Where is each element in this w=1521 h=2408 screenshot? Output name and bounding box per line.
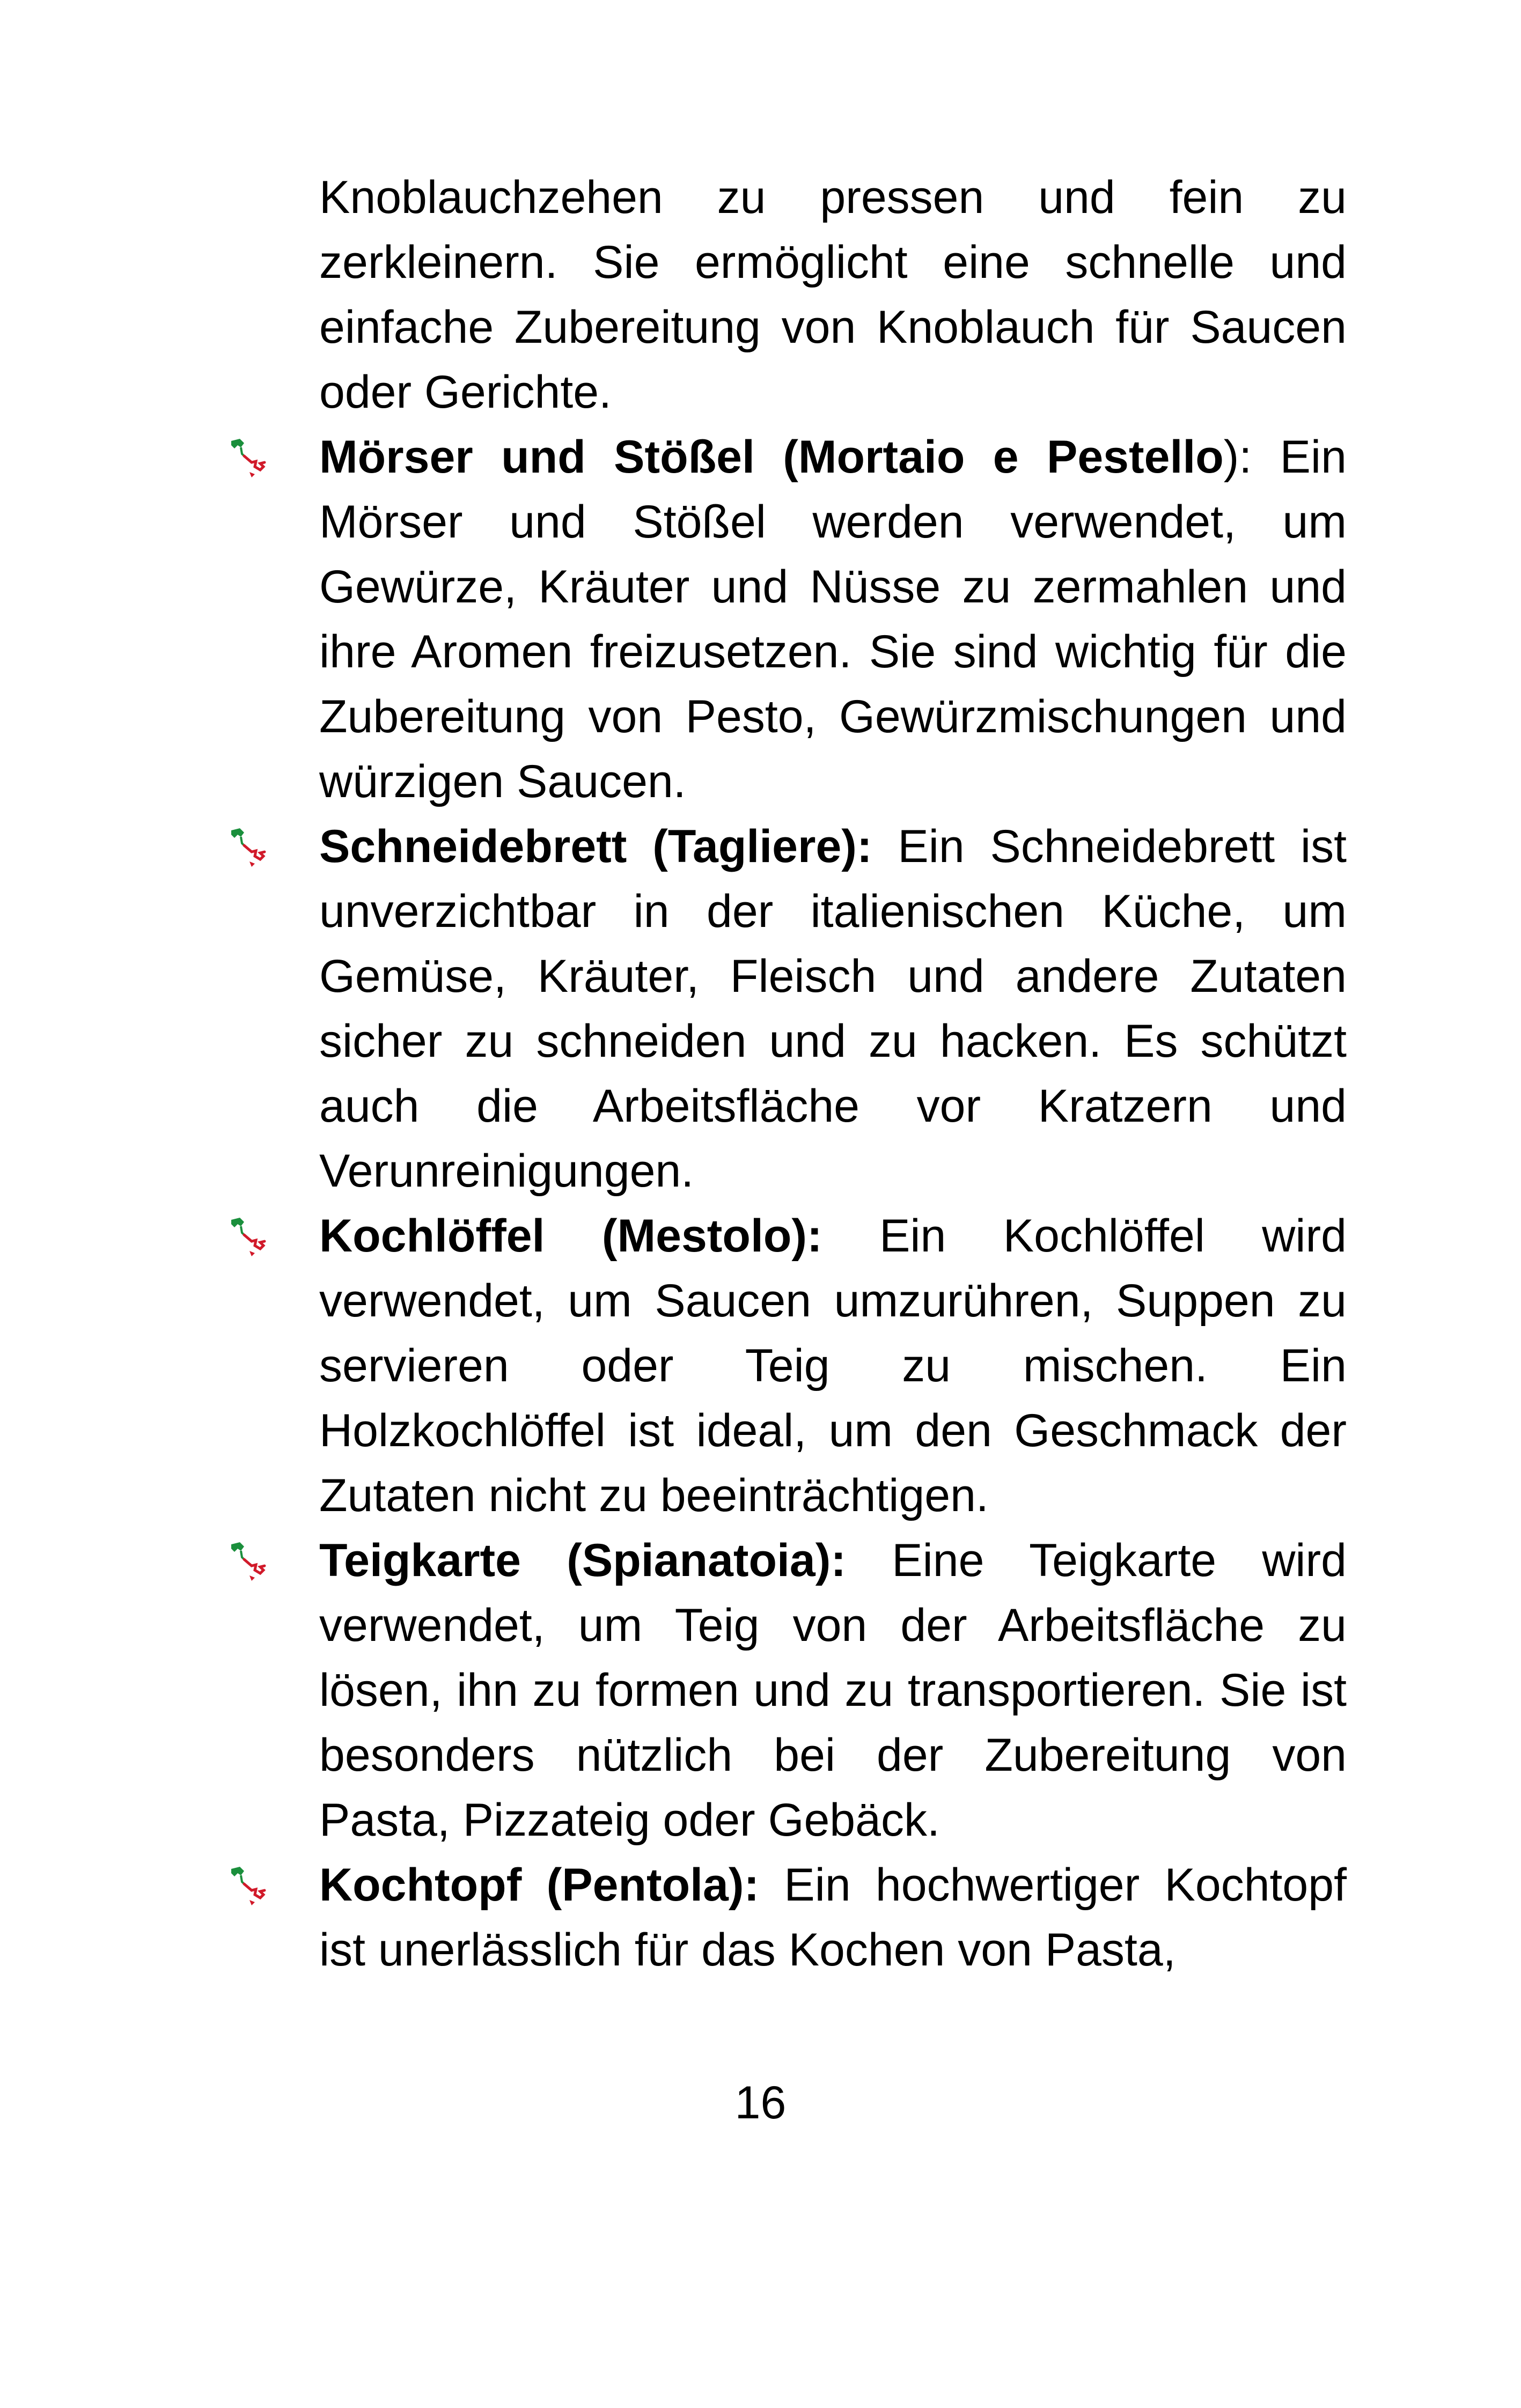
list-item-text: [319, 814, 1347, 1204]
item-description: Ein hochwertiger Kochtopf ist unerlässlich für das Kochen von Pasta,: [319, 1859, 1347, 1976]
item-term: Kochtopf (Pentola):: [319, 1859, 760, 1911]
list-item-text: [319, 1204, 1347, 1528]
item-term: Teigkarte (Spianatoia):: [319, 1535, 847, 1586]
italy-map-icon: [228, 1540, 271, 1585]
italy-map-icon: [228, 826, 271, 871]
item-term: Mörser und Stößel (Mortaio e Pestello: [319, 431, 1224, 483]
list-item-teigkarte: [319, 1528, 1347, 1853]
page-number: 16: [734, 2077, 787, 2129]
list-item-moerser: [319, 425, 1347, 814]
list-item-text: [319, 1528, 1347, 1853]
list-item-text: [319, 425, 1347, 814]
item-description: Ein Kochlöffel wird verwendet, um Saucen umzurühren, Suppen zu servieren oder Teig zu mischen. Ein Holzkochlöffel ist ideal, um den Geschmack der Zutaten nicht zu beeinträchtigen.: [319, 1210, 1347, 1521]
item-description: ): Ein Mörser und Stößel werden verwendet, um Gewürze, Kräuter und Nüsse zu zermahlen und ihre Aromen freizusetzen. Sie sind wichtig für die Zubereitung von Pesto, Gewürzmischungen und würzigen Saucen.: [319, 431, 1347, 807]
item-term: Schneidebrett (Tagliere):: [319, 821, 872, 872]
item-term: Kochlöffel (Mestolo):: [319, 1210, 822, 1262]
page-content: [319, 165, 1347, 1983]
list-item-kochloeffel: [319, 1204, 1347, 1528]
italy-map-icon: [228, 1216, 271, 1261]
item-description: Ein Schneidebrett ist unverzichtbar in der italienischen Küche, um Gemüse, Kräuter, Fleisch und andere Zutaten sicher zu schneiden und zu hacken. Es schützt auch die Arbeitsfläche vor Kratzern und Verunreinigungen.: [319, 821, 1347, 1197]
continuation-paragraph: Knoblauchzehen zu pressen und fein zu zerkleinern. Sie ermöglicht eine schnelle und einfache Zubereitung von Knoblauch für Saucen oder Gerichte.: [319, 172, 1347, 418]
item-description: Eine Teigkarte wird verwendet, um Teig von der Arbeitsfläche zu lösen, ihn zu formen und zu transportieren. Sie ist besonders nützlich bei der Zubereitung von Pasta, Pizzateig oder Gebäck.: [319, 1535, 1347, 1846]
list-item-text: [319, 1853, 1347, 1983]
italy-map-icon: [228, 1865, 271, 1910]
list-item-schneidebrett: [319, 814, 1347, 1204]
list-item-kochtopf: [319, 1853, 1347, 1983]
italy-map-icon: [228, 437, 271, 482]
